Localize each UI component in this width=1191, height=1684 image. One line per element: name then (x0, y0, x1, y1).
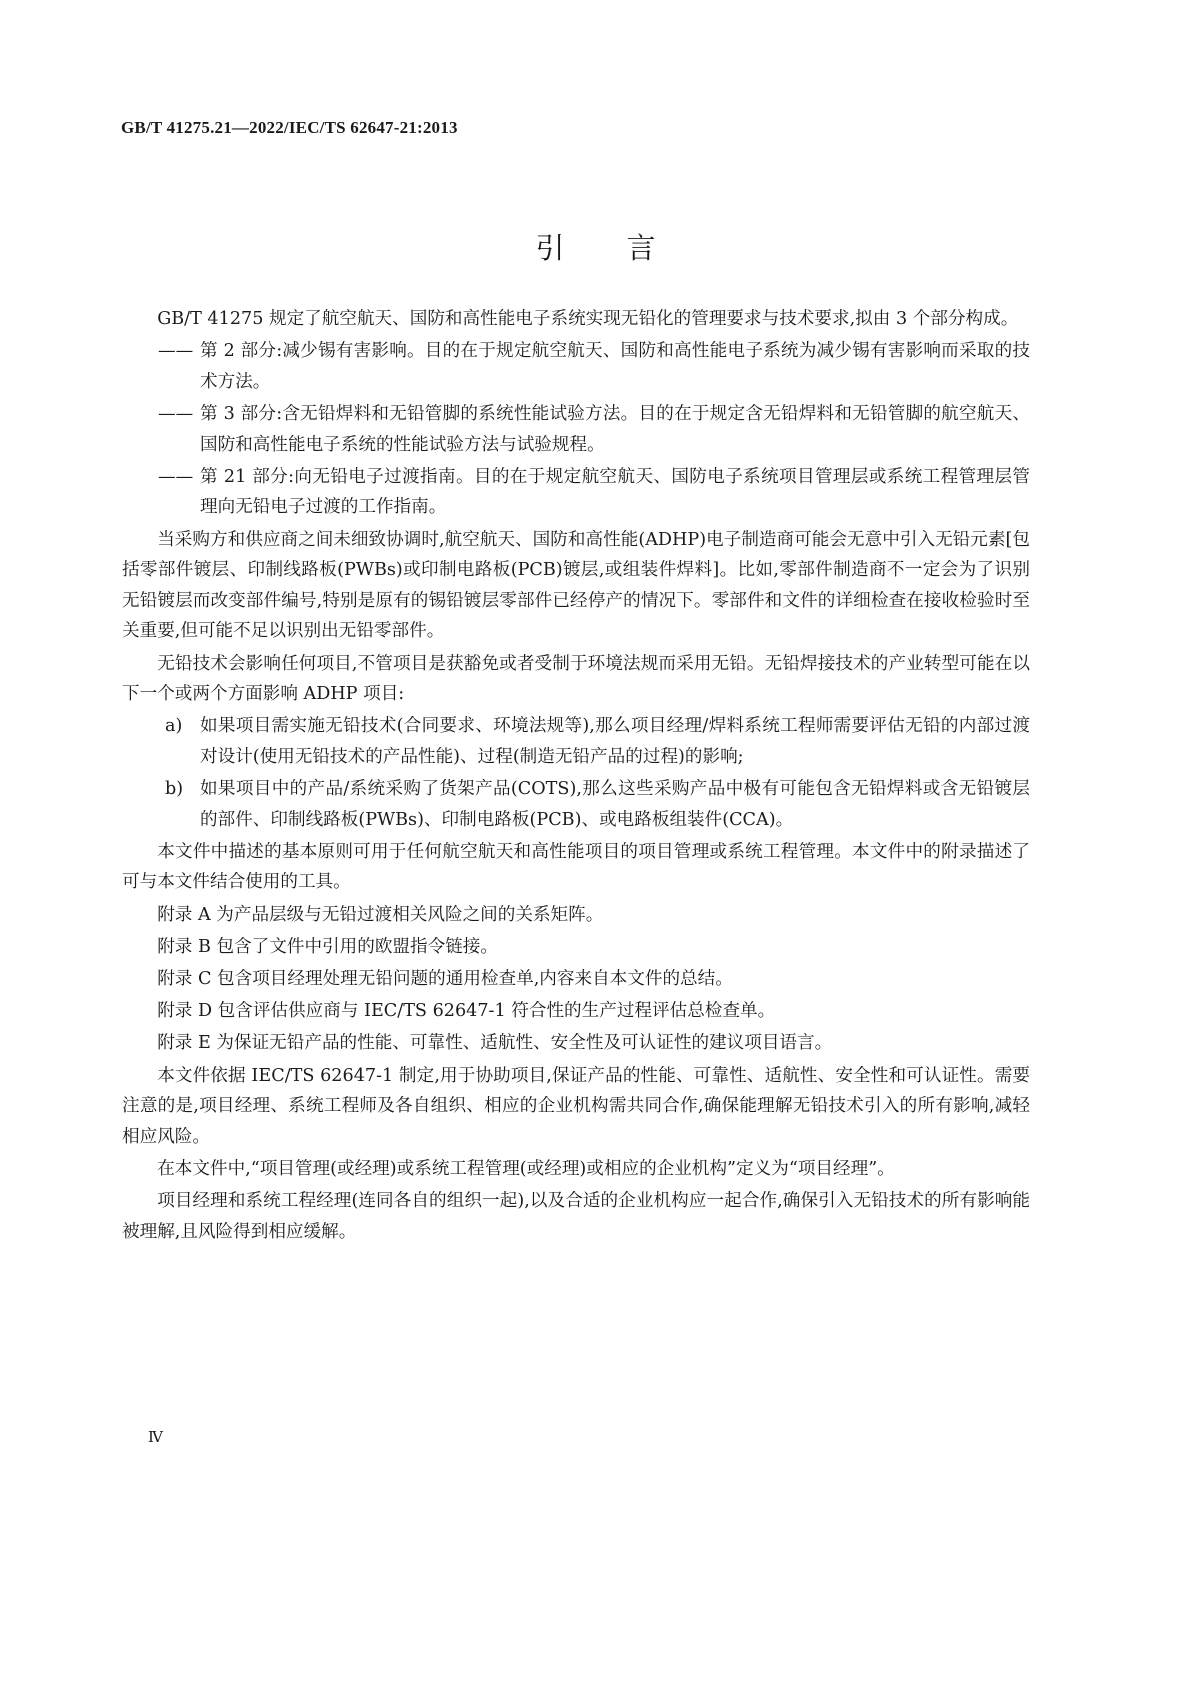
principles-paragraph: 本文件中描述的基本原则可用于任何航空航天和高性能项目的项目管理或系统工程管理。本文件中的附录描述了可与本文件结合使用的工具。 (122, 841, 1030, 893)
title-char-1: 引 (535, 231, 565, 265)
part-text: 第 21 部分:向无铅电子过渡指南。目的在于规定航空航天、国防电子系统项目管理层或系统工程管理层管理向无铅电子过渡的工作指南。 (200, 466, 1030, 518)
impact-list-item (122, 711, 1030, 772)
appendix-line: 附录 E 为保证无铅产品的性能、可靠性、适航性、安全性及可认证性的建议项目语言。 (157, 1033, 833, 1054)
list-item-text: 如果项目需实施无铅技术(合同要求、环境法规等),那么项目经理/焊料系统工程师需要评估无铅的内部过渡对设计(使用无铅技术的产品性能)、过程(制造无铅产品的过程)的影响; (200, 716, 1030, 767)
appendix-line: 附录 C 包含项目经理处理无铅问题的通用检查单,内容来自本文件的总结。 (157, 969, 733, 989)
page-title (0, 226, 1191, 267)
part-item (122, 462, 1030, 523)
standard-code-header: GB/T 41275.21—2022/IEC/TS 62647-21:2013 (121, 118, 458, 137)
part-text: 第 2 部分:减少锡有害影响。目的在于规定航空航天、国防和高性能电子系统为减少锡有害影响而采取的技术方法。 (200, 341, 1030, 392)
part-dash: —— (158, 466, 194, 487)
appendix-line: 附录 D 包含评估供应商与 IEC/TS 62647-1 符合性的生产过程评估总检查单。 (157, 1001, 776, 1022)
intro-paragraph: GB/T 41275 规定了航空航天、国防和高性能电子系统实现无铅化的管理要求与技术要求,拟由 3 个部分构成。 (157, 309, 1019, 329)
list-item-text: 如果项目中的产品/系统采购了货架产品(COTS),那么这些采购产品中极有可能包含无铅焊料或含无铅镀层的部件、印制线路板(PWBs)、印制电路板(PCB)、或电路板组装件(CCA)。 (200, 779, 1030, 830)
part-item (122, 399, 1030, 460)
part-text: 第 3 部分:含无铅焊料和无铅管脚的系统性能试验方法。目的在于规定含无铅焊料和无铅管脚的航空航天、国防和高性能电子系统的性能试验方法与试验规程。 (200, 403, 1030, 455)
impact-list-item (122, 774, 1030, 835)
title-char-2: 言 (626, 231, 656, 265)
part-dash: —— (158, 341, 194, 362)
appendix-line: 附录 A 为产品层级与无铅过渡相关风险之间的关系矩阵。 (157, 904, 604, 925)
cooperation-paragraph: 项目经理和系统工程经理(连同各自的组织一起),以及合适的企业机构应一起合作,确保引入无铅技术的所有影响能被理解,且风险得到相应缓解。 (122, 1191, 1030, 1242)
basis-paragraph: 本文件依据 IEC/TS 62647-1 制定,用于协助项目,保证产品的性能、可靠性、适航性、安全性和可认证性。需要注意的是,项目经理、系统工程师及各自组织、相应的企业机构需共同合作,确保能理解无铅技术引入的所有影响,减轻相应风险。 (122, 1065, 1030, 1147)
definition-paragraph: 在本文件中,“项目管理(或经理)或系统工程管理(或经理)或相应的企业机构”定义为“项目经理”。 (157, 1158, 895, 1179)
procurement-paragraph: 当采购方和供应商之间未细致协调时,航空航天、国防和高性能(ADHP)电子制造商可能会无意中引入无铅元素[包括零部件镀层、印制线路板(PWBs)或印制电路板(PCB)镀层,或组装件焊料]。比如,零部件制造商不一定会为了识别无铅镀层而改变部件编号,特别是原有的锡铅镀层零部件已经停产的情况下。零部件和文件的详细检查在接收检验时至关重要,但可能不足以识别出无铅零部件。 (122, 529, 1030, 642)
impact-paragraph: 无铅技术会影响任何项目,不管项目是获豁免或者受制于环境法规而采用无铅。无铅焊接技术的产业转型可能在以下一个或两个方面影响 ADHP 项目: (122, 653, 1030, 705)
page-number: Ⅳ (148, 1430, 163, 1446)
list-marker: a) (165, 716, 183, 737)
appendix-line: 附录 B 包含了文件中引用的欧盟指令链接。 (157, 936, 498, 957)
list-marker: b) (165, 779, 184, 800)
part-item (122, 336, 1030, 397)
document-body (122, 304, 1030, 1249)
part-dash: —— (158, 403, 194, 424)
